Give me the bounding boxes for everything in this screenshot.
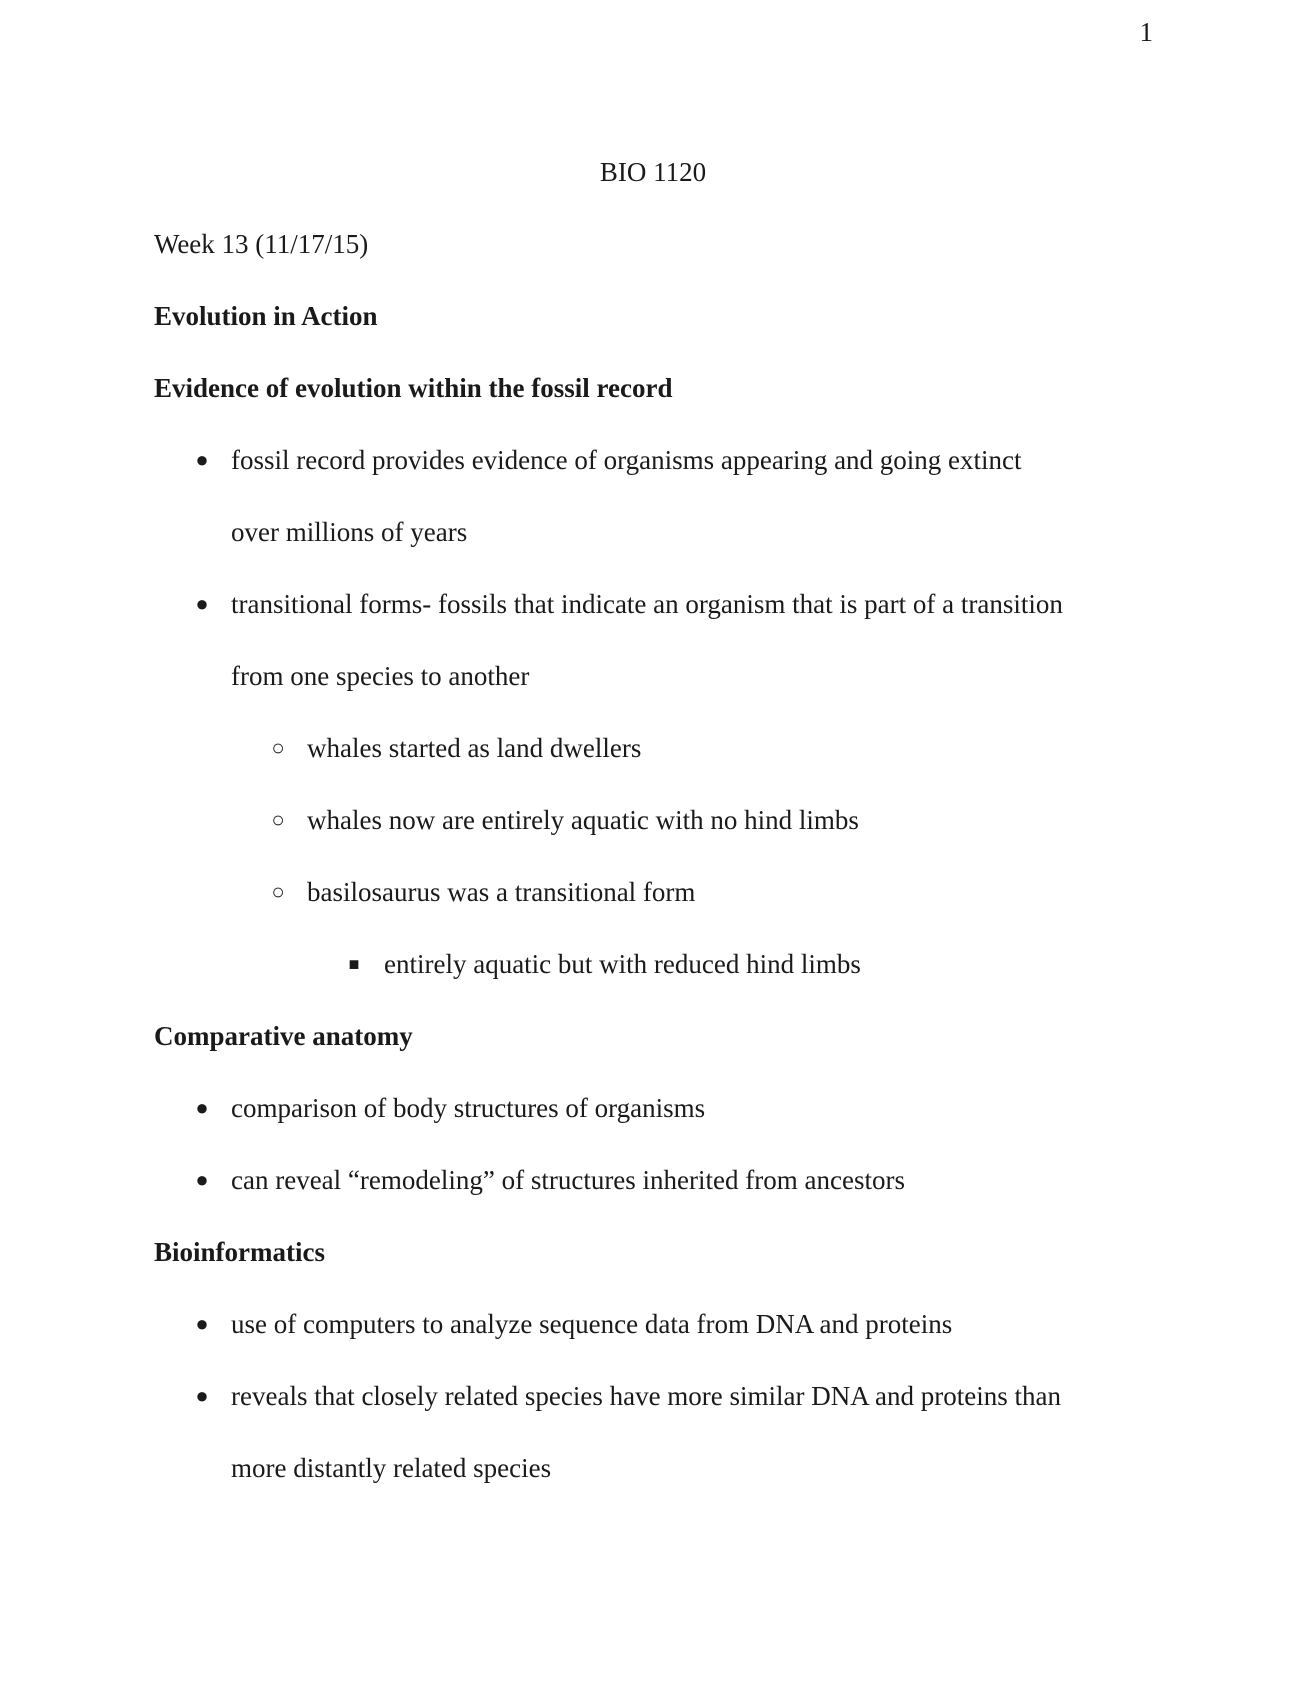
list-item (154, 1160, 1154, 1232)
course-title: BIO 1120 (599, 157, 707, 187)
square-bullet-icon: ■ (348, 954, 360, 974)
hollow-circle-bullet-icon: ○ (271, 807, 285, 832)
sub-list-item (154, 872, 1154, 944)
list-item-text: use of computers to analyze sequence data from DNA and proteins (231, 1309, 953, 1339)
document-body (154, 152, 1154, 1520)
list-item (154, 1304, 1154, 1376)
list-item (154, 1088, 1154, 1160)
bullet-icon: ● (195, 1095, 209, 1120)
section-heading-fossil-record: Evidence of evolution within the fossil record (154, 373, 673, 403)
list-item-text: whales now are entirely aquatic with no hind limbs (307, 805, 859, 835)
list-item-text: comparison of body structures of organisms (231, 1093, 706, 1123)
bullet-icon: ● (195, 447, 209, 472)
list-item-text: reveals that closely related species have more similar DNA and proteins than (231, 1381, 1061, 1411)
list-item (154, 1376, 1154, 1448)
week-date: Week 13 (11/17/15) (154, 229, 369, 259)
section-heading-comparative-anatomy: Comparative anatomy (154, 1021, 413, 1051)
list-item-continuation: from one species to another (231, 661, 530, 691)
list-item-text: transitional forms- fossils that indicate an organism that is part of a transition (231, 589, 1063, 619)
list-item-text: fossil record provides evidence of organisms appearing and going extinct (231, 445, 1022, 475)
list-item (154, 440, 1154, 512)
list-item-text: entirely aquatic but with reduced hind limbs (384, 949, 861, 979)
list-item-continuation: over millions of years (231, 517, 468, 547)
bullet-icon: ● (195, 1167, 209, 1192)
list-item (154, 584, 1154, 656)
list-item-continuation: more distantly related species (231, 1453, 552, 1483)
bullet-icon: ● (195, 1383, 209, 1408)
sub-list-item (154, 800, 1154, 872)
bullet-icon: ● (195, 591, 209, 616)
section-heading-evolution: Evolution in Action (154, 301, 378, 331)
section-heading-bioinformatics: Bioinformatics (154, 1237, 325, 1267)
sub-sub-list-item (154, 944, 1154, 1016)
hollow-circle-bullet-icon: ○ (271, 735, 285, 760)
sub-list-item (154, 728, 1154, 800)
hollow-circle-bullet-icon: ○ (271, 879, 285, 904)
bullet-icon: ● (195, 1311, 209, 1336)
list-item-text: basilosaurus was a transitional form (307, 877, 696, 907)
list-item-text: whales started as land dwellers (307, 733, 642, 763)
page-number: 1 (1139, 17, 1153, 47)
list-item-text: can reveal “remodeling” of structures inherited from ancestors (231, 1165, 905, 1195)
